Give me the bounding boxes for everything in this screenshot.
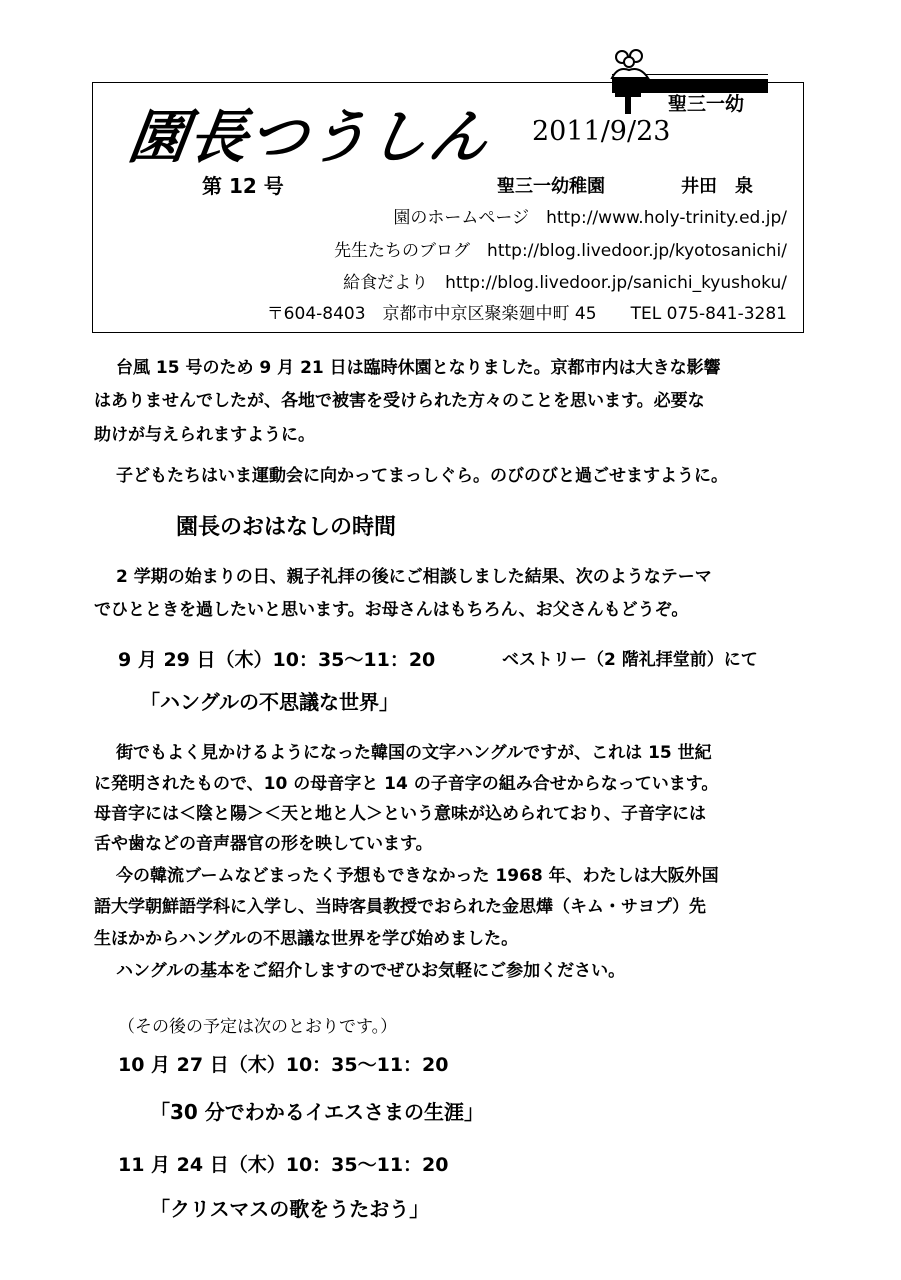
intro-line: 台風 15 号のため 9 月 21 日は臨時休園となりました。京都市内は大きな影響 <box>116 358 721 378</box>
event-body-line: ハングルの基本をご紹介しますのでぜひお気軽にご参加ください。 <box>116 961 626 981</box>
event-body-line: 今の韓流ブームなどまったく予想もできなかった 1968 年、わたしは大阪外国 <box>116 866 719 886</box>
lunch-blog-link[interactable]: 給食だより http://blog.livedoor.jp/sanichi_kyushoku/ <box>343 273 787 293</box>
schedule-topic: 「30 分でわかるイエスさまの生涯」 <box>150 1100 484 1124</box>
homepage-link[interactable]: 園のホームページ http://www.holy-trinity.ed.jp/ <box>393 208 787 228</box>
issue-number: 第 12 号 <box>202 174 284 198</box>
address-tel: 〒604-8403 京都市中京区聚楽廻中町 45 TEL 075-841-3281 <box>266 304 787 324</box>
schedule-datetime: 11 月 24 日（木）10：35～11：20 <box>118 1154 449 1176</box>
schedule-topic: 「クリスマスの歌をうたおう」 <box>150 1197 430 1221</box>
event-body-line: 舌や歯などの音声器官の形を映しています。 <box>94 834 433 854</box>
teachers-blog-link[interactable]: 先生たちのブログ http://blog.livedoor.jp/kyotosanichi/ <box>334 241 787 261</box>
schedule-datetime: 10 月 27 日（木）10：35～11：20 <box>118 1054 449 1076</box>
event-body-line: 生ほかからハングルの不思議な世界を学び始めました。 <box>94 929 519 949</box>
schedule-intro: （その後の予定は次のとおりです。） <box>118 1017 398 1037</box>
school-name: 聖三一幼稚園 <box>497 176 605 197</box>
event-body-line: に発明されたもので、10 の母音字と 14 の子音字の組み合せからなっています。 <box>94 774 719 794</box>
cross-icon <box>625 82 631 114</box>
children-logo-icon <box>608 48 658 82</box>
section-heading: 園長のおはなしの時間 <box>176 515 397 540</box>
event-body-line: 母音字には＜陰と陽＞＜天と地と人＞という意味が込められており、子音字には <box>94 804 706 824</box>
event-body-line: 街でもよく見かけるようになった韓国の文字ハングルですが、これは 15 世紀 <box>116 743 712 763</box>
intro-line: 助けが与えられますように。 <box>94 425 315 445</box>
issue-date: 2011/9/23 <box>532 116 671 147</box>
newsletter-title: 園長つうしん <box>124 103 495 171</box>
event-topic: 「ハングルの不思議な世界」 <box>140 690 399 714</box>
logo-text: 聖三一幼 <box>668 93 745 115</box>
section-line: 2 学期の始まりの日、親子礼拝の後にご相談しました結果、次のようなテーマ <box>116 567 712 587</box>
event-datetime: 9 月 29 日（木）10：35～11：20 <box>118 649 436 671</box>
cross-icon-bar <box>615 92 641 97</box>
event-place: ベストリー（2 階礼拝堂前）にて <box>502 650 758 670</box>
section-line: でひとときを過したいと思います。お母さんはもちろん、お父さんもどうぞ。 <box>94 600 689 620</box>
event-body-line: 語大学朝鮮語学科に入学し、当時客員教授でおられた金思燁（キム・サヨプ）先 <box>94 897 706 917</box>
intro-line: 子どもたちはいま運動会に向かってまっしぐら。のびのびと過ごせますように。 <box>116 466 728 486</box>
intro-line: はありませんでしたが、各地で被害を受けられた方々のことを思います。必要な <box>94 391 705 411</box>
director-name: 井田 泉 <box>681 176 753 197</box>
